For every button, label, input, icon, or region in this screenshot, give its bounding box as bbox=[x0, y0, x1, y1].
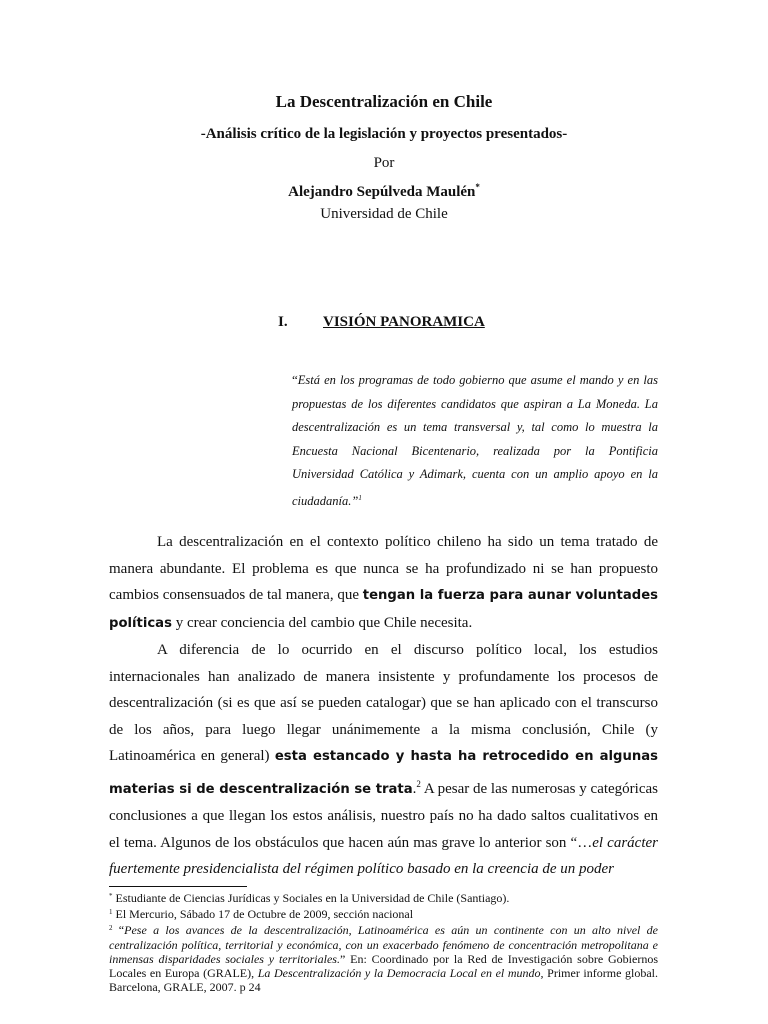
paragraph-2 bbox=[109, 637, 658, 883]
footnote-2-mark: 2 bbox=[109, 924, 113, 933]
footnote-star-mark: * bbox=[109, 892, 113, 900]
section-heading bbox=[278, 314, 485, 331]
footnotes bbox=[109, 889, 658, 994]
footnote-2-text-b: Primer informe global. Barcelona, GRALE, 2007. p 24 bbox=[109, 966, 659, 995]
paragraph-2-italic: el carácter fuertemente presidencialista del régimen político basado en la creencia de un poder bbox=[109, 834, 658, 877]
paragraph-2-bold: esta estancado y hasta ha retrocedido en algunas materias si de descentralización se trata bbox=[109, 749, 658, 797]
paragraph-1-text-a: La descentralización en el contexto político chileno ha sido un tema tratado de manera abundante. El problema es que nunca se ha profundizado ni se han propuesto cambios consensuados de tal manera, que bbox=[109, 534, 658, 603]
footnote-2-quote: Pese a los avances de la descentralización, Latinoamérica es aún un continente con un alto nivel de centralización política, territorial y económica, con un exacerbado fenómeno de concentración metropolitana e inmensas disparidades sociales y territoriales. bbox=[109, 923, 658, 966]
paragraph-1 bbox=[109, 529, 658, 637]
footnote-separator bbox=[109, 886, 247, 887]
quote-text: Está en los programas de todo gobierno que asume el mando y en las propuestas de los diferentes candidatos que aspiran a La Moneda. La descentralización es un tema transversal y, tal como lo muestra la Encuesta Nacional Bicentenario, realizada por la Pontificia Universidad Católica y Adimark, cuenta con un amplio apoyo en la ciudadanía. bbox=[292, 373, 658, 508]
footnote-star bbox=[109, 889, 658, 905]
author-name bbox=[0, 182, 768, 201]
footnote-2 bbox=[109, 921, 658, 994]
document-subtitle: -Análisis crítico de la legislación y proyectos presentados- bbox=[200, 126, 568, 142]
epigraph-quote bbox=[292, 368, 658, 513]
quote-footnote-ref: 1 bbox=[358, 493, 362, 502]
author-affiliation: Universidad de Chile bbox=[320, 206, 448, 222]
footnote-star-text: Estudiante de Ciencias Jurídicas y Sociales en la Universidad de Chile (Santiago). bbox=[112, 891, 510, 905]
footnote-2-text-a: ” En: Coordinado por la Red de Investigación sobre Gobiernos Locales en Europa (GRALE), bbox=[109, 951, 658, 981]
section-number: I. bbox=[278, 314, 288, 330]
paragraph-2-text-c: A pesar de las numerosas y categóricas conclusiones a que llegan los estos análisis, nuestro país no ha dado saltos cualitativos en el tema. Algunos de los obstáculos que hacen aún mas grave lo anterior son “… bbox=[109, 780, 658, 851]
footnote-1 bbox=[109, 905, 658, 921]
quote-close-mark: ” bbox=[351, 493, 359, 508]
paragraph-2-text-b: . bbox=[412, 780, 417, 797]
paragraph-2-text-a: A diferencia de lo ocurrido en el discurso político local, los estudios internacionales han analizado de manera insistente y profundamente los procesos de descentralización (si es que así se pueden catalogar) que se han aplicado con el transcurso de los años, para luego llegar unánimemente a la misma conclusión, Chile (y Latinoamérica en general) bbox=[109, 642, 658, 764]
document-title: La Descentralización en Chile bbox=[275, 92, 493, 111]
footnote-1-mark: 1 bbox=[109, 908, 113, 917]
paragraph-1-bold: tengan la fuerza para aunar voluntades políticas bbox=[109, 588, 658, 631]
body-text bbox=[109, 529, 658, 883]
byline-por: Por bbox=[373, 155, 395, 171]
paragraph-1-text-b: y crear conciencia del cambio que Chile necesita. bbox=[171, 614, 473, 631]
quote-open-mark: “ bbox=[292, 372, 298, 387]
author-footnote-mark: * bbox=[475, 182, 480, 192]
footnote-1-text: El Mercurio, Sábado 17 de Octubre de 2009, sección nacional bbox=[112, 907, 414, 922]
footnote-2-open: “ bbox=[112, 923, 125, 938]
author-name-text: Alejandro Sepúlveda Maulén bbox=[288, 184, 476, 200]
paragraph-2-footnote-ref: 2 bbox=[416, 778, 421, 789]
section-title: VISIÓN PANORAMICA bbox=[323, 314, 485, 330]
footnote-2-work-title: La Descentralización y la Democracia Local en el mundo, bbox=[257, 966, 544, 981]
